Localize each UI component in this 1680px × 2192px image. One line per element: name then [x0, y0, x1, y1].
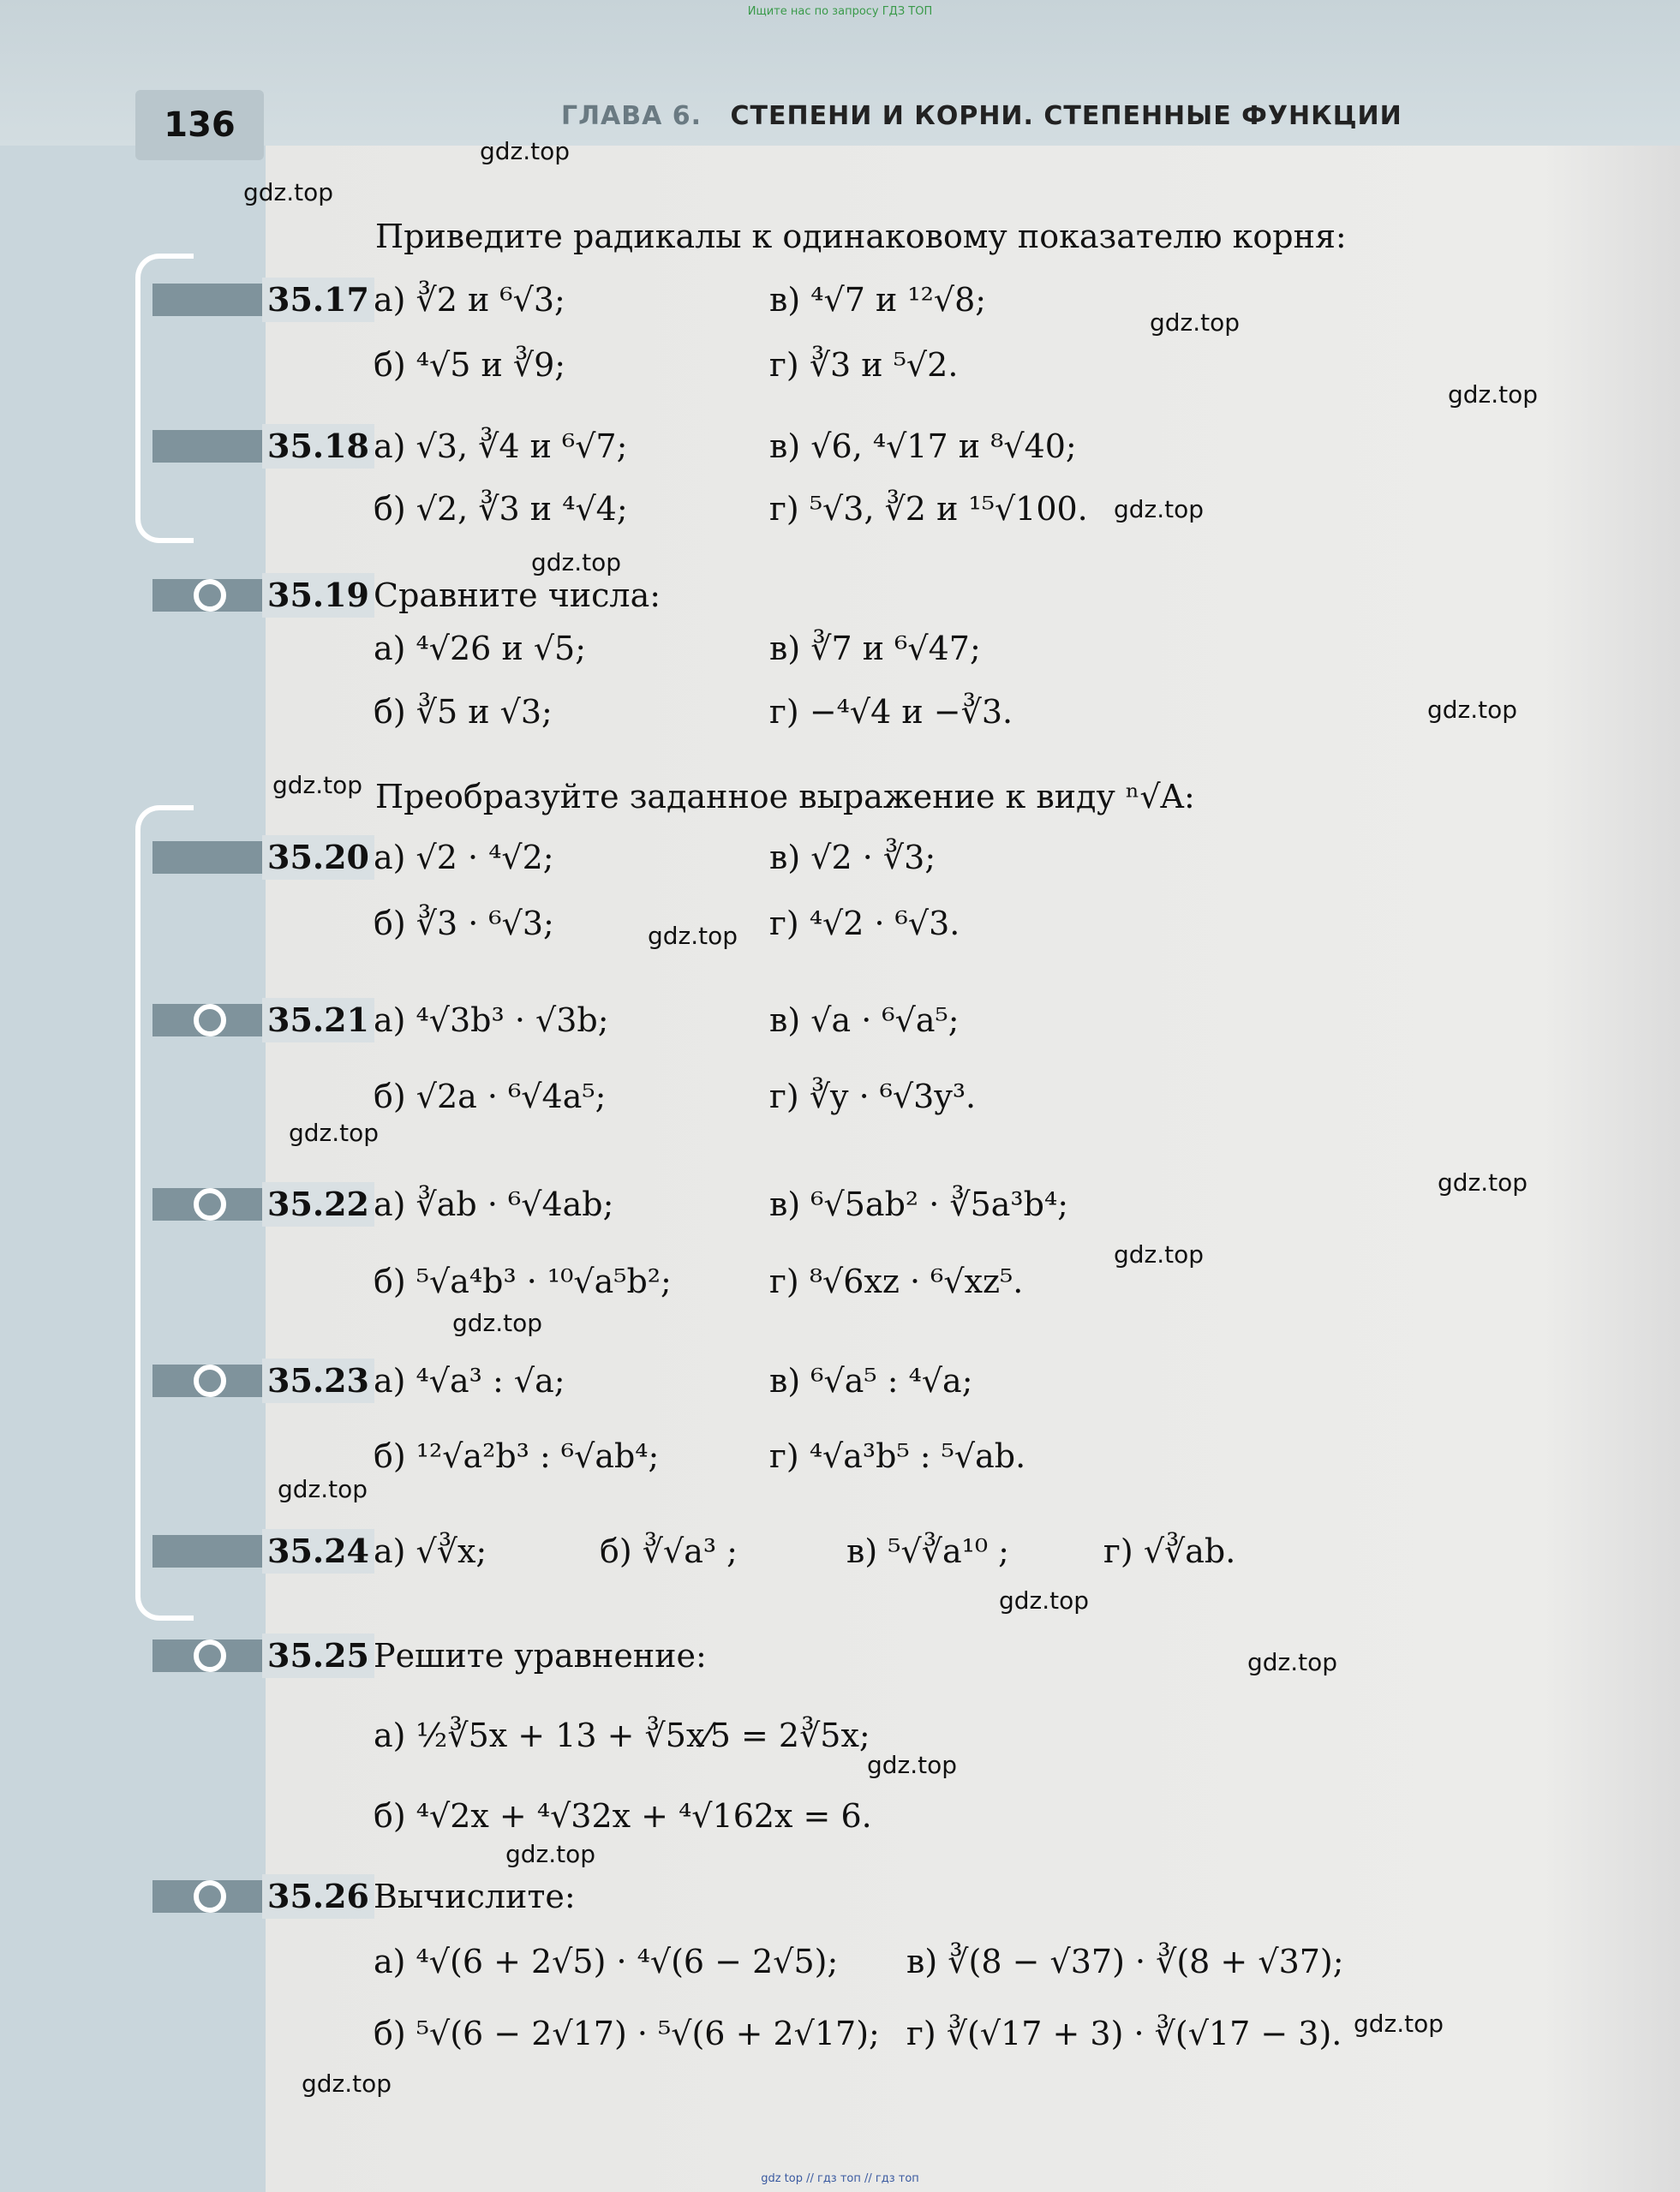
problem-item: б) √2, ∛3 и ⁴√4; [374, 490, 628, 528]
problem-number: 35.22 [262, 1182, 374, 1227]
watermark: gdz.top [1354, 2010, 1444, 2038]
problem-bar [152, 430, 262, 463]
problem-heading: Сравните числа: [374, 576, 661, 614]
problem-item: г) −⁴√4 и −∛3. [769, 693, 1013, 731]
watermark: gdz.top [531, 548, 622, 576]
problem-bar [152, 841, 262, 874]
problem-item: а) √3, ∛4 и ⁶√7; [374, 427, 628, 465]
problem-item: б) ∛3 · ⁶√3; [374, 905, 554, 942]
problem-bar [152, 1535, 262, 1568]
problem-item: а) ⁴√a³ : √a; [374, 1362, 565, 1400]
page-number: 136 [135, 90, 264, 160]
problem-item: г) ⁴√2 · ⁶√3. [769, 905, 960, 942]
watermark: gdz.top [480, 137, 571, 165]
chapter-title: СТЕПЕНИ И КОРНИ. СТЕПЕННЫЕ ФУНКЦИИ [730, 101, 1402, 131]
instruction-text: Приведите радикалы к одинаковому показателю корня: [375, 218, 1347, 255]
problem-item: г) √∛ab. [1103, 1532, 1236, 1570]
watermark: gdz.top [289, 1119, 380, 1147]
problem-item: б) ⁴√2x + ⁴√32x + ⁴√162x = 6. [374, 1797, 872, 1835]
problem-item: б) √2a · ⁶√4a⁵; [374, 1078, 607, 1115]
watermark: gdz.top [1247, 1648, 1338, 1676]
problem-item: в) ⁵√∛a¹⁰ ; [846, 1532, 1009, 1570]
problem-number: 35.21 [262, 998, 374, 1042]
watermark: gdz.top [867, 1751, 958, 1779]
watermark: gdz.top [452, 1309, 543, 1337]
problem-item: г) ∛3 и ⁵√2. [769, 346, 959, 384]
problem-number: 35.23 [262, 1359, 374, 1403]
problem-number: 35.26 [262, 1874, 374, 1919]
problem-item: в) ⁶√5ab² · ∛5a³b⁴; [769, 1186, 1069, 1223]
bottom-links[interactable]: gdz top // гдз топ // гдз топ [761, 2172, 919, 2185]
problem-item: г) ∛y · ⁶√3y³. [769, 1078, 977, 1115]
problem-item: а) ½∛5x + 13 + ∛5x⁄5 = 2∛5x; [374, 1717, 870, 1754]
problem-item: б) ⁴√5 и ∛9; [374, 346, 566, 384]
chapter-heading [561, 101, 1402, 131]
circle-marker-icon [194, 1004, 226, 1036]
problem-number: 35.25 [262, 1634, 374, 1678]
top-search-link[interactable]: Ищите нас по запросу ГДЗ ТОП [747, 5, 933, 18]
problem-item: б) ⁵√(6 − 2√17) · ⁵√(6 + 2√17); [374, 2015, 880, 2052]
problem-item: г) ⁵√3, ∛2 и ¹⁵√100. [769, 490, 1088, 528]
problem-item: в) ∛(8 − √37) · ∛(8 + √37); [906, 1943, 1344, 1980]
problem-item: а) ⁴√(6 + 2√5) · ⁴√(6 − 2√5); [374, 1943, 839, 1980]
watermark: gdz.top [272, 771, 363, 799]
problem-item: а) ∛ab · ⁶√4ab; [374, 1186, 614, 1223]
problem-item: б) ∛√a³ ; [600, 1532, 738, 1570]
problem-number: 35.18 [262, 424, 374, 469]
watermark: gdz.top [302, 2070, 392, 2098]
problem-item: г) ∛(√17 + 3) · ∛(√17 − 3). [906, 2015, 1342, 2052]
watermark: gdz.top [1114, 495, 1205, 523]
circle-marker-icon [194, 1640, 226, 1672]
problem-item: г) ⁸√6xz · ⁶√xz⁵. [769, 1263, 1024, 1300]
watermark: gdz.top [999, 1586, 1090, 1615]
watermark: gdz.top [278, 1475, 368, 1503]
problem-item: а) √2 · ⁴√2; [374, 839, 554, 876]
problem-item: б) ¹²√a²b³ : ⁶√ab⁴; [374, 1437, 660, 1475]
chapter-label: ГЛАВА 6. [561, 101, 702, 131]
problem-heading: Решите уравнение: [374, 1637, 707, 1675]
watermark: gdz.top [1438, 1168, 1528, 1197]
problem-item: г) ⁴√a³b⁵ : ⁵√ab. [769, 1437, 1026, 1475]
watermark: gdz.top [1114, 1240, 1205, 1269]
watermark: gdz.top [1427, 696, 1518, 724]
problem-item: б) ⁵√a⁴b³ · ¹⁰√a⁵b²; [374, 1263, 672, 1300]
watermark: gdz.top [243, 178, 334, 206]
watermark: gdz.top [1448, 380, 1539, 409]
circle-marker-icon [194, 1188, 226, 1221]
problem-heading: Вычислите: [374, 1878, 576, 1915]
watermark: gdz.top [648, 922, 738, 950]
problem-item: в) √2 · ∛3; [769, 839, 936, 876]
problem-item: а) √∛x; [374, 1532, 487, 1570]
problem-item: а) ⁴√26 и √5; [374, 630, 587, 667]
problem-number: 35.19 [262, 573, 374, 618]
problem-item: в) ∛7 и ⁶√47; [769, 630, 981, 667]
circle-marker-icon [194, 579, 226, 612]
watermark: gdz.top [1150, 308, 1241, 337]
circle-marker-icon [194, 1880, 226, 1913]
instruction-text: Преобразуйте заданное выражение к виду ⁿ√A: [375, 778, 1195, 815]
problem-number: 35.20 [262, 835, 374, 880]
problem-bar [152, 284, 262, 316]
problem-item: а) ∛2 и ⁶√3; [374, 281, 565, 319]
problem-item: в) ⁶√a⁵ : ⁴√a; [769, 1362, 973, 1400]
problem-item: а) ⁴√3b³ · √3b; [374, 1001, 609, 1039]
watermark: gdz.top [505, 1840, 596, 1868]
problem-item: в) ⁴√7 и ¹²√8; [769, 281, 987, 319]
problem-item: в) √a · ⁶√a⁵; [769, 1001, 960, 1039]
problem-number: 35.17 [262, 278, 374, 322]
problem-item: б) ∛5 и √3; [374, 693, 553, 731]
circle-marker-icon [194, 1365, 226, 1397]
problem-item: в) √6, ⁴√17 и ⁸√40; [769, 427, 1077, 465]
problem-number: 35.24 [262, 1529, 374, 1574]
